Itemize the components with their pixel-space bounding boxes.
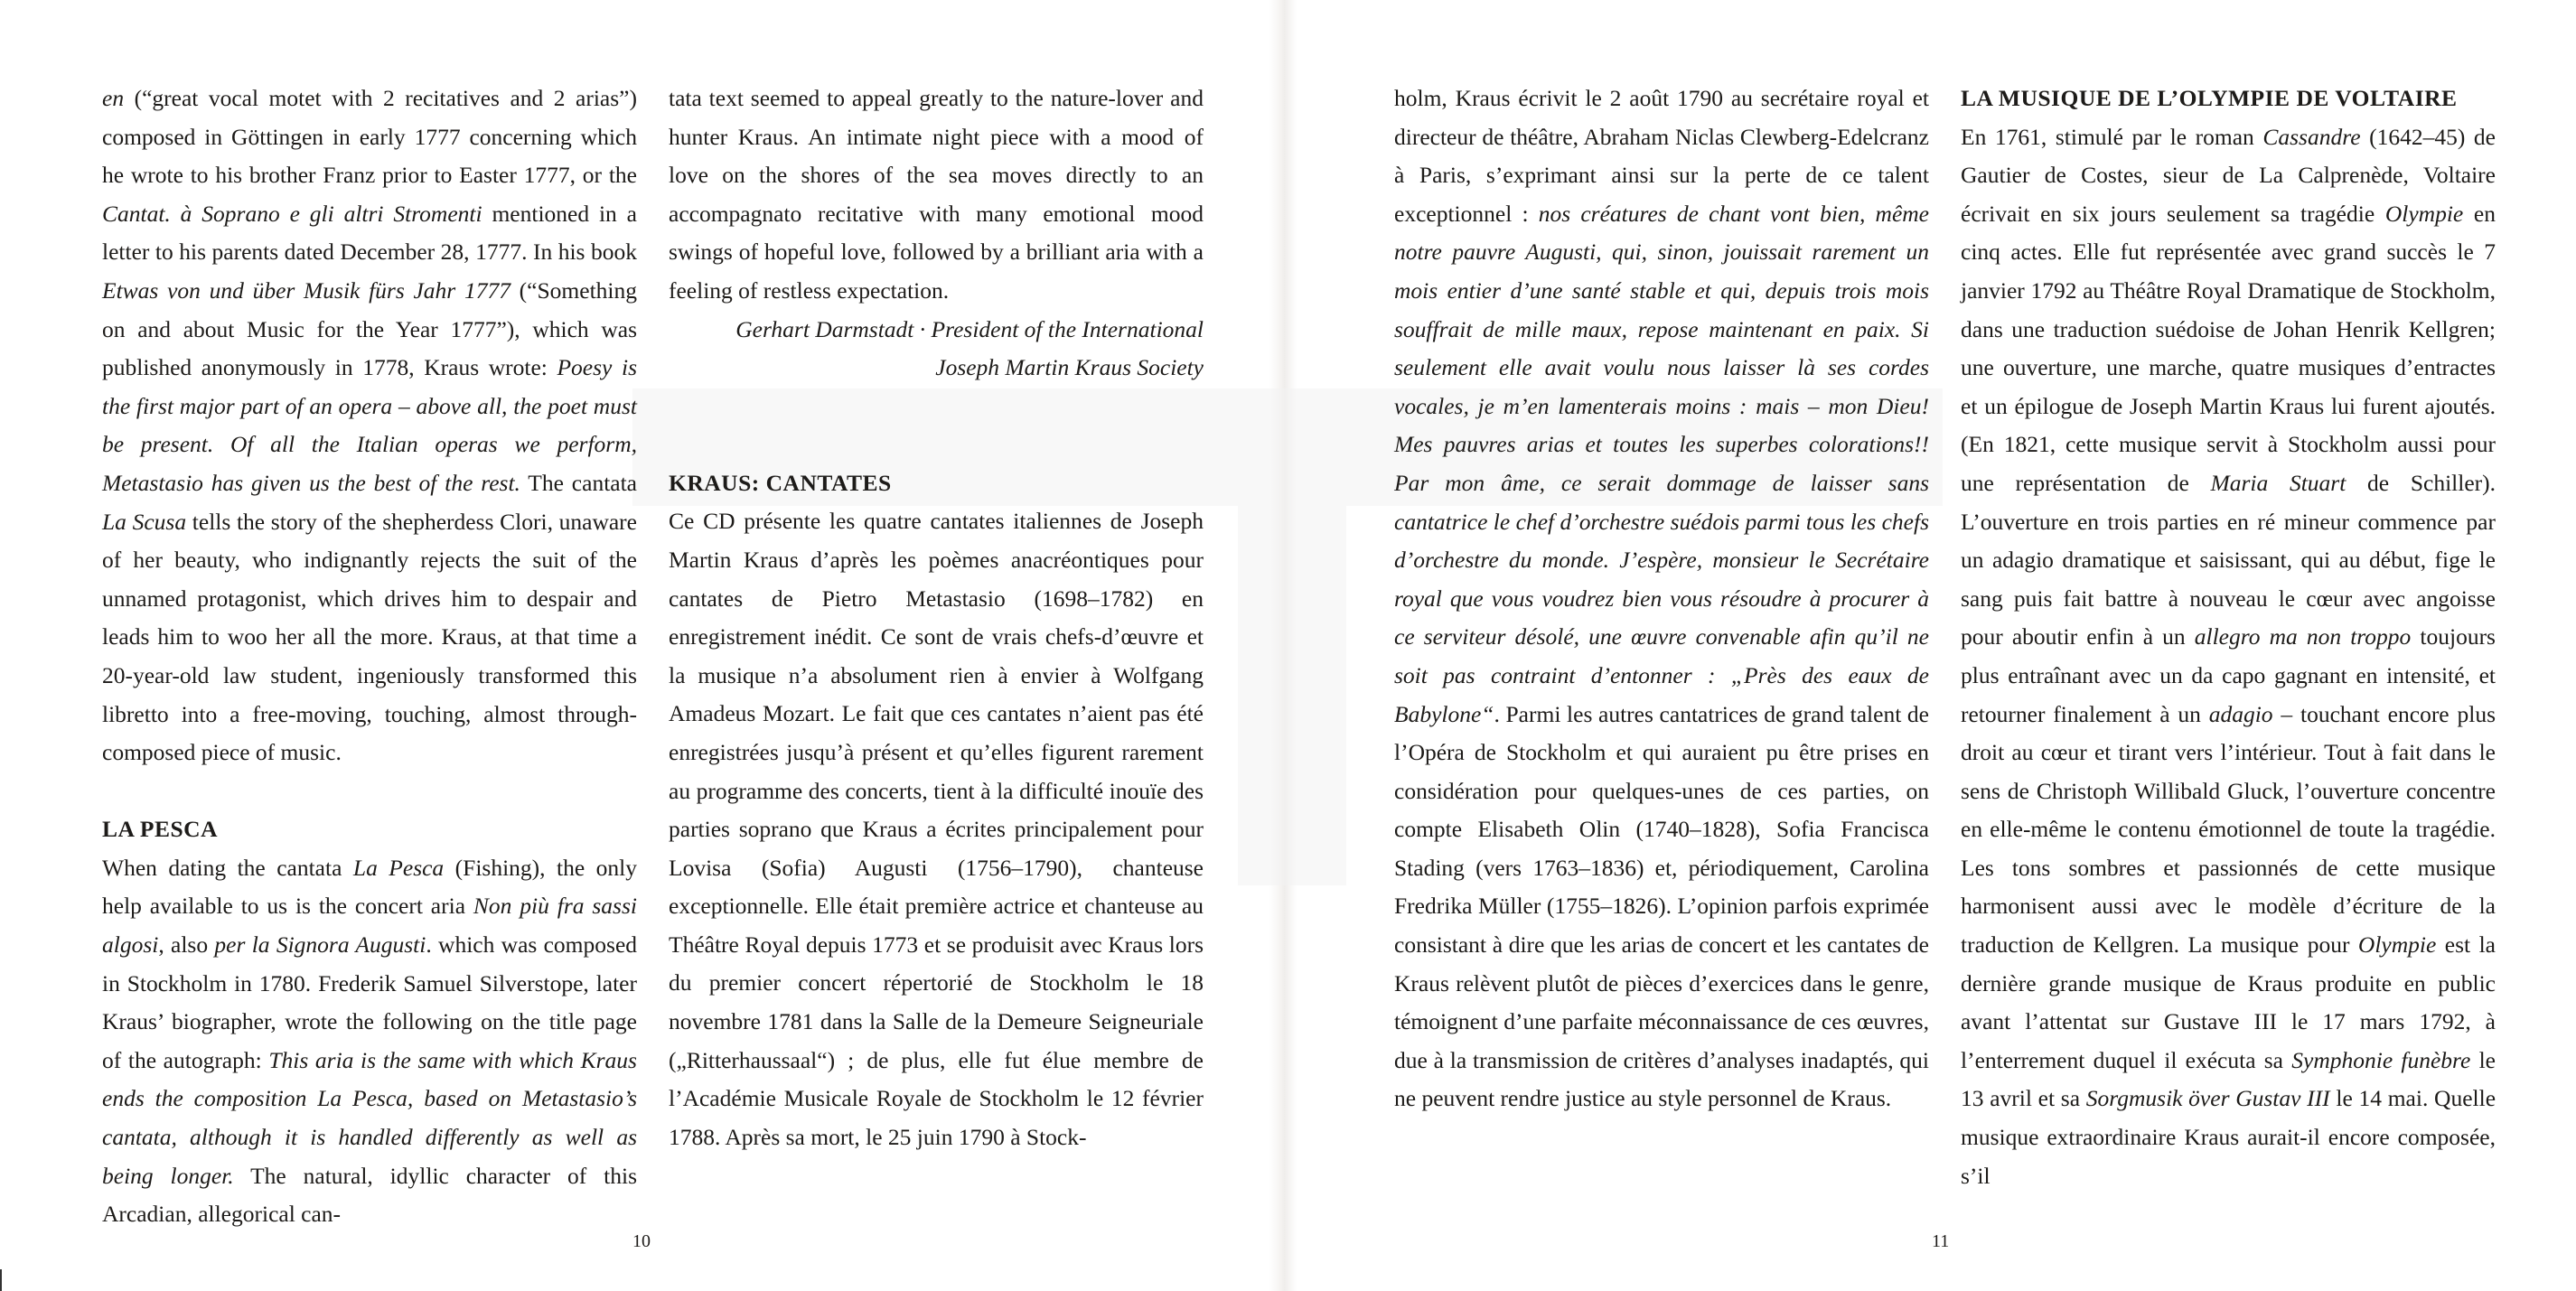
body-text: . which was composed in Stockholm in 1780. Frederik Samuel Silverstope, later Kraus’ biographer, wrote the following on the title page of the autograph: [102, 931, 638, 1073]
italic-text: Cantat. à Soprano e gli altri Stromenti [102, 200, 482, 227]
scan-edge-mark [0, 1269, 2, 1291]
background-watermark [1238, 506, 1346, 885]
body-text: En 1761, stimulé par le roman [1961, 123, 2263, 150]
body-text: est la dernière grande musique de Kraus produite en public avant l’attentat sur Gustave III le 17 mars 1792, à l’enterrement duquel il exécuta sa [1961, 931, 2496, 1073]
italic-text: La Scusa [102, 508, 187, 535]
body-text: (Fishing), the only help available to us is the concert aria [102, 854, 637, 920]
italic-text: Etwas von und über Musik fürs Jahr 1777 [102, 276, 511, 304]
body-text: en cinq actes. Elle fut représentée avec grand succès le 7 janvier 1792 au Théâtre Royal Dramatique de Stockholm, dans une traduction suédoise de Johan Henrik Kellgren; une ouverture, une marche, quatre musiques d’entractes et un épilogue de Joseph Martin Kraus lui furent ajoutés. (En 1821, cette musique servit à Stockholm aussi pour une représentation de [1961, 200, 2496, 496]
signature-line: Gerhart Darmstadt · President of the International [735, 315, 1204, 342]
body-text: de Schiller). L’ouverture en trois parties en ré mineur commence par un adagio dramatique et saisissant, qui au début, fige le sang puis fait battre à nouveau le cœur avec angoisse pour aboutir enfin à un [1961, 469, 2496, 650]
column-3 [1394, 80, 1929, 1118]
section-heading-la-pesca: LA PESCA [102, 816, 218, 843]
column-2 [669, 80, 1204, 1156]
italic-quote: nos créatures de chant vont bien, même notre pauvre Augusti, qui, sinon, jouissait rarement un mois entier d’une santé stable et qui, depuis trois mois souffrait de mille maux, repose maintenant en paix. Si seulement elle avait voulu nous laisser là ses cordes vocales, je m’en lamenterais moins : mais – mon Dieu! Mes pauvres arias et toutes les superbes colorations!! Par mon âme, ce serait dommage de laisser sans cantatrice le chef d’orchestre suédois parmi tous les chefs d’orchestre du monde. J’espère, monsieur le Secrétaire royal que vous voudrez bien vous résoudre à procurer à ce serviteur désolé, une œuvre convenable afin qu’il ne soit pas contraint d’entonner : „Près des eaux de Babylone“ [1394, 200, 1929, 727]
body-text: tells the story of the shepherdess Clori, unaware of her beauty, who indignantly rejects the suit of the unnamed protagonist, which drives him to despair and leads him to woo her all the more. Kraus, at that time a 20-year-old law student, ingeniously transformed this libretto into a free-moving, touching, almost through-composed piece of music. [102, 508, 637, 766]
italic-text: Non più fra sassi algosi [102, 893, 637, 959]
la-pesca-paragraph [102, 849, 637, 1234]
italic-text: Poesy is the first major part of an opera – above all, the poet must be present. Of all the Italian operas we perform, Metastasio has given us the best of the rest. [102, 354, 637, 496]
body-text: When dating the cantata [102, 854, 353, 881]
body-text: , also [158, 931, 215, 959]
body-text: (1642–45) de Gautier de Costes, sieur de La Calprenède, Voltaire écrivait en six jours seulement sa tragédie [1961, 123, 2496, 227]
italic-text: allegro ma non troppo [2194, 623, 2412, 650]
kraus-cantates-paragraph: Ce CD présente les quatre cantates italiennes de Joseph Martin Kraus d’après les poèmes anacréontiques pour cantates de Pietro Metastasio (1698–1782) en enregistrement inédit. Ce sont de vrais chefs-d’œuvre et la musique n’a absolument rien à envier à Wolfgang Amadeus Mozart. Le fait que ces cantates n’aient pas été enregistrées jusqu’à présent et qu’elles figurent rarement au programme des concerts, tient à la difficulté inouïe des parties soprano que Kraus a écrites principalement pour Lovisa (Sofia) Augusti (1756–1790), chanteuse exceptionnelle. Elle était première actrice et chanteuse au Théâtre Royal depuis 1773 et se produisit avec Kraus lors du premier concert répertorié de Stockholm le 18 novembre 1781 dans la Salle de la Demeure Seigneuriale („Ritterhaussaal“) ; de plus, elle fut élue membre de l’Académie Musicale Royale de Stockholm le 12 février 1788. Après sa mort, le 25 juin 1790 à Stock- [669, 508, 1204, 1150]
italic-text: Sorgmusik över Gustav III [2085, 1085, 2330, 1112]
italic-text: Maria Stuart [2210, 469, 2347, 496]
page-number-left: 10 [632, 1231, 651, 1251]
continuation-paragraph: tata text seemed to appeal greatly to the nature-lover and hunter Kraus. An intimate night piece with a mood of love on the shores of the sea moves directly to an accompagnato recitative with many emotional mood swings of hopeful love, followed by a brilliant aria with a feeling of restless expectation. [669, 85, 1204, 304]
body-text: The cantata [520, 469, 637, 496]
body-text: . Parmi les autres cantatrices de grand talent de l’Opéra de Stockholm et qui auraient pu être prises en considération pour quelques-unes de ces parties, on compte Elisabeth Olin (1740–1828), Sofia Francisca Stading (vers 1763–1836) et, périodiquement, Carolina Fredrika Müller (1755–1826). L’opinion parfois exprimée consistant à dire que les arias de concert et les cantates de Kraus relèvent plutôt de pièces d’exercices dans le genre, témoignent d’une parfaite méconnaissance de ces œuvres, due à la transmission de critères d’analyses inadaptés, qui ne peuvent rendre justice au style personnel de Kraus. [1394, 700, 1929, 1112]
italic-text: La Pesca [352, 854, 445, 881]
column-4 [1961, 80, 2496, 1195]
column-1 [102, 80, 637, 1234]
italic-text: Symphonie funèbre [2291, 1046, 2471, 1073]
italic-text: en [102, 85, 125, 111]
olympie-paragraph [1961, 118, 2496, 1196]
italic-text: per la Signora Augusti [214, 931, 426, 959]
body-text: (“great vocal motet with 2 recitatives and 2 arias”) composed in Göttingen in early 1777 concerning which he wrote to his brother Franz prior to Easter 1777, or the [102, 85, 637, 189]
body-text: le 14 mai. Quelle musique extraordinaire Kraus aurait-il encore composée, s’il [1961, 1085, 2496, 1189]
signature-society: Joseph Martin Kraus Society [935, 354, 1204, 381]
section-heading-kraus-cantates: KRAUS: CANTATES [669, 469, 892, 496]
body-text: – touchant encore plus droit au cœur et tirant vers l’intérieur. Tout à fait dans le sens de Christoph Willibald Gluck, l’ouverture concentre en elle-même le contenu émotionnel de toute la tragédie. Les tons sombres et passionnés de cette musique harmonisent aussi avec le modèle d’écriture de la traduction de Kellgren. La musique pour [1961, 700, 2496, 959]
spacer [669, 388, 1204, 464]
italic-text: This aria is the same with which Kraus ends the composition La Pesca, based on Metastasio’s cantata, although it is handled differently as well as being longer. [102, 1046, 637, 1189]
page-number-right: 11 [1932, 1231, 1950, 1251]
body-text: holm, Kraus écrivit le 2 août 1790 au secrétaire royal et directeur de théâtre, Abraham Niclas Clewberg-Edelcranz à Paris, s’exprimant ainsi sur la perte de ce talent exceptionnel : [1394, 85, 1929, 227]
italic-text: adagio [2208, 700, 2273, 727]
body-text: toujours plus entraînant avec un da capo gagnant en intensité, et retourner finalement à un [1961, 623, 2496, 727]
spacer [102, 772, 637, 811]
letter-paragraph [1394, 80, 1929, 1118]
section-heading-olympie: LA MUSIQUE DE L’OLYMPIE DE VOLTAIRE [1961, 85, 2458, 111]
body-text: The natural, idyllic character of this Arcadian, allegorical can- [102, 1162, 637, 1228]
body-text: (“Something on and about Music for the Year 1777”), which was published anonymously in 1778, Kraus wrote: [102, 276, 637, 381]
italic-text: Olympie [2384, 200, 2464, 227]
body-text: mentioned in a letter to his parents dated December 28, 1777. In his book [102, 200, 638, 266]
intro-paragraph [102, 80, 637, 772]
italic-text: Cassandre [2262, 123, 2361, 150]
body-text: le 13 avril et sa [1961, 1046, 2496, 1112]
italic-text: Olympie [2357, 931, 2437, 959]
